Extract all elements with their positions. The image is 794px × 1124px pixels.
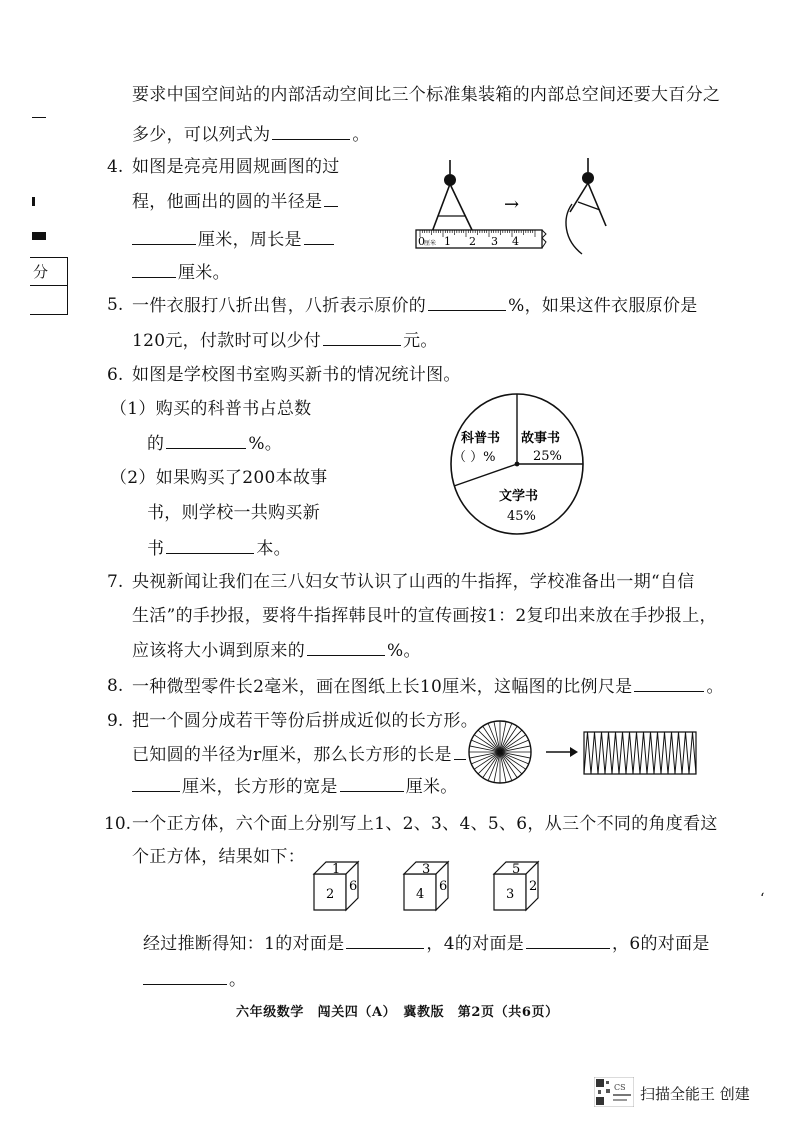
q10-face-1-blank[interactable] bbox=[346, 932, 424, 949]
margin-mark-top bbox=[32, 117, 46, 118]
divided-circle bbox=[469, 721, 531, 783]
q8-scale-blank[interactable] bbox=[634, 675, 704, 692]
q10-number: 10. bbox=[104, 814, 132, 834]
q4-radius-text: 程，他画出的圆的半径是 bbox=[132, 192, 323, 212]
q10-face-6-blank[interactable] bbox=[143, 968, 227, 985]
q3-end: 。 bbox=[352, 125, 370, 145]
q9-line-3 bbox=[132, 775, 458, 798]
cube-right-number: 6 bbox=[349, 879, 358, 894]
q4-circumference-blank[interactable] bbox=[132, 261, 176, 278]
q5-text-c: 120元，付款时可以少付 bbox=[132, 331, 322, 351]
q3-line-1: 要求中国空间站的内部活动空间比三个标准集装箱的内部总空间还要大百分之 bbox=[132, 85, 721, 105]
q4-unit: 厘米。 bbox=[178, 263, 230, 283]
q10-end: 。 bbox=[229, 970, 247, 990]
cube-view-1 bbox=[310, 860, 366, 912]
margin-mark-small bbox=[32, 197, 35, 206]
margin-mark-block bbox=[32, 232, 46, 240]
q6-sub-2-unit: 本。 bbox=[256, 539, 291, 559]
q6-sub-2-text: 书 bbox=[147, 539, 165, 559]
compass-drawing-figure bbox=[556, 156, 612, 260]
q9-line-2 bbox=[132, 743, 468, 766]
q5-unit: 元。 bbox=[403, 331, 438, 351]
q4-circumference-blank-start[interactable] bbox=[304, 228, 334, 245]
q9-unit: 厘米。 bbox=[405, 777, 458, 797]
q6-total-books-blank[interactable] bbox=[166, 537, 254, 554]
q10-face-6-text: ，6的对面是 bbox=[612, 934, 710, 954]
q8-line-1 bbox=[132, 675, 724, 698]
ruler-tick-1: 1 bbox=[444, 235, 451, 248]
cube-right-number: 6 bbox=[439, 879, 448, 894]
q5-text-b: %，如果这件衣服原价是 bbox=[508, 296, 698, 316]
ruler-tick-4: 4 bbox=[512, 235, 519, 248]
q10-face-1-text: 经过推断得知：1的对面是 bbox=[143, 934, 345, 954]
q10-line-2: 个正方体，结果如下： bbox=[132, 847, 305, 867]
q5-percent-blank[interactable] bbox=[428, 294, 506, 311]
q5-discount-blank[interactable] bbox=[323, 329, 401, 346]
qr-text: CS bbox=[614, 1083, 626, 1092]
q3-answer-blank[interactable] bbox=[272, 123, 350, 140]
q6-sub-2-line-2: 书，则学校一共购买新 bbox=[147, 503, 320, 523]
q6-sub-2-line-3 bbox=[147, 537, 291, 560]
q8-text: 一种微型零件长2毫米，画在图纸上长10厘米，这幅图的比例尺是 bbox=[132, 677, 633, 697]
q4-line-1: 如图是亮亮用圆规画图的过 bbox=[132, 157, 340, 177]
q6-science-percent-blank[interactable] bbox=[166, 432, 246, 449]
q10-face-4-text: ，4的对面是 bbox=[426, 934, 525, 954]
q9-width-blank[interactable] bbox=[340, 775, 404, 792]
q5-text-a: 一件衣服打八折出售，八折表示原价的 bbox=[132, 296, 427, 316]
cube-front-number: 4 bbox=[416, 887, 425, 902]
cube-right-number: 2 bbox=[529, 879, 538, 894]
q5-number: 5. bbox=[107, 295, 124, 315]
q9-length-blank-start[interactable] bbox=[454, 743, 466, 760]
ruler-unit: 厘米 bbox=[424, 240, 437, 247]
q4-radius-blank[interactable] bbox=[132, 228, 196, 245]
q6-sub-1-unit: %。 bbox=[248, 434, 283, 454]
cube-front-number: 3 bbox=[506, 887, 515, 902]
q4-radius-blank-start[interactable] bbox=[324, 190, 338, 207]
q7-line-1: 央视新闻让我们在三八妇女节认识了山西的牛指挥，学校准备出一期“自信 bbox=[132, 572, 695, 592]
pie-label-science: 科普书 bbox=[461, 431, 501, 446]
score-box bbox=[30, 257, 68, 315]
rectangle-sectors-zigzag bbox=[584, 732, 696, 774]
compass-figure bbox=[412, 156, 572, 260]
score-box-label: 分 bbox=[33, 263, 49, 281]
q6-sub-1: （1）购买的科普书占总数 bbox=[110, 399, 312, 419]
q6-number: 6. bbox=[107, 365, 124, 385]
cube-top-number: 1 bbox=[332, 862, 341, 877]
q4-line-3 bbox=[132, 228, 336, 251]
ruler-tick-0: 0 bbox=[418, 235, 425, 248]
cube-view-3 bbox=[490, 860, 546, 912]
q7-percent-blank[interactable] bbox=[307, 639, 385, 656]
edge-mark-right: ‘ bbox=[760, 891, 765, 907]
book-pie-chart bbox=[447, 390, 589, 540]
pie-value-literature: 45% bbox=[507, 509, 536, 524]
cube-view-2 bbox=[400, 860, 456, 912]
cube-top-number: 3 bbox=[422, 862, 431, 877]
q6-line-1: 如图是学校图书室购买新书的情况统计图。 bbox=[132, 365, 461, 385]
circle-to-rectangle-figure bbox=[466, 718, 702, 786]
q7-line-3 bbox=[132, 639, 421, 662]
q4-line-4 bbox=[132, 261, 230, 284]
q5-line-1 bbox=[132, 294, 698, 317]
score-box-divider bbox=[30, 285, 67, 286]
q9-length-blank[interactable] bbox=[132, 775, 180, 792]
ruler-tick-3: 3 bbox=[491, 235, 498, 248]
q3-line-2 bbox=[132, 123, 370, 146]
qr-code-icon bbox=[594, 1077, 634, 1107]
pie-label-literature: 文学书 bbox=[499, 489, 539, 504]
q10-line-3 bbox=[143, 932, 710, 955]
scanner-watermark: 扫描全能王 创建 bbox=[640, 1085, 750, 1103]
page-footer: 六年级数学 闯关四（A） 冀教版 第2页（共6页） bbox=[236, 1005, 559, 1020]
cube-front-number: 2 bbox=[326, 887, 335, 902]
q4-circumference-text: 厘米，周长是 bbox=[198, 230, 302, 250]
q4-line-2 bbox=[132, 190, 340, 213]
q9-number: 9. bbox=[107, 711, 124, 731]
arrow-icon: → bbox=[504, 194, 520, 215]
pie-label-story: 故事书 bbox=[521, 431, 561, 446]
cube-top-number: 5 bbox=[512, 862, 521, 877]
ruler-tick-2: 2 bbox=[469, 235, 476, 248]
transform-arrow-icon bbox=[546, 747, 578, 757]
q10-line-1: 一个正方体，六个面上分别写上1、2、3、4、5、6，从三个不同的角度看这 bbox=[132, 814, 718, 834]
q9-width-text: 厘米，长方形的宽是 bbox=[182, 777, 338, 797]
pie-value-science: （ ）% bbox=[453, 450, 496, 465]
q8-end: 。 bbox=[706, 677, 724, 697]
q7-unit: %。 bbox=[387, 641, 421, 661]
q7-line-2: 生活”的手抄报，要将牛指挥韩艮叶的宣传画按1：2复印出来放在手抄报上， bbox=[132, 606, 717, 626]
q6-sub-1-text: 的 bbox=[147, 434, 165, 454]
q10-line-4 bbox=[143, 968, 246, 991]
q6-sub-2: （2）如果购买了200本故事 bbox=[110, 468, 328, 488]
q6-sub-1-line-2 bbox=[147, 432, 282, 455]
q7-number: 7. bbox=[107, 572, 124, 592]
q3-text: 多少，可以列式为 bbox=[132, 125, 271, 145]
q9-length-text: 已知圆的半径为r厘米，那么长方形的长是 bbox=[132, 745, 452, 765]
approximate-rectangle bbox=[584, 732, 696, 774]
q5-line-2 bbox=[132, 329, 438, 352]
q4-number: 4. bbox=[107, 157, 124, 177]
q9-line-1: 把一个圆分成若干等份后拼成近似的长方形。 bbox=[132, 711, 478, 731]
q8-number: 8. bbox=[107, 676, 124, 696]
q7-text: 应该将大小调到原来的 bbox=[132, 641, 305, 661]
q10-face-4-blank[interactable] bbox=[526, 932, 610, 949]
pie-value-story: 25% bbox=[533, 449, 562, 464]
cube-views bbox=[310, 860, 550, 920]
